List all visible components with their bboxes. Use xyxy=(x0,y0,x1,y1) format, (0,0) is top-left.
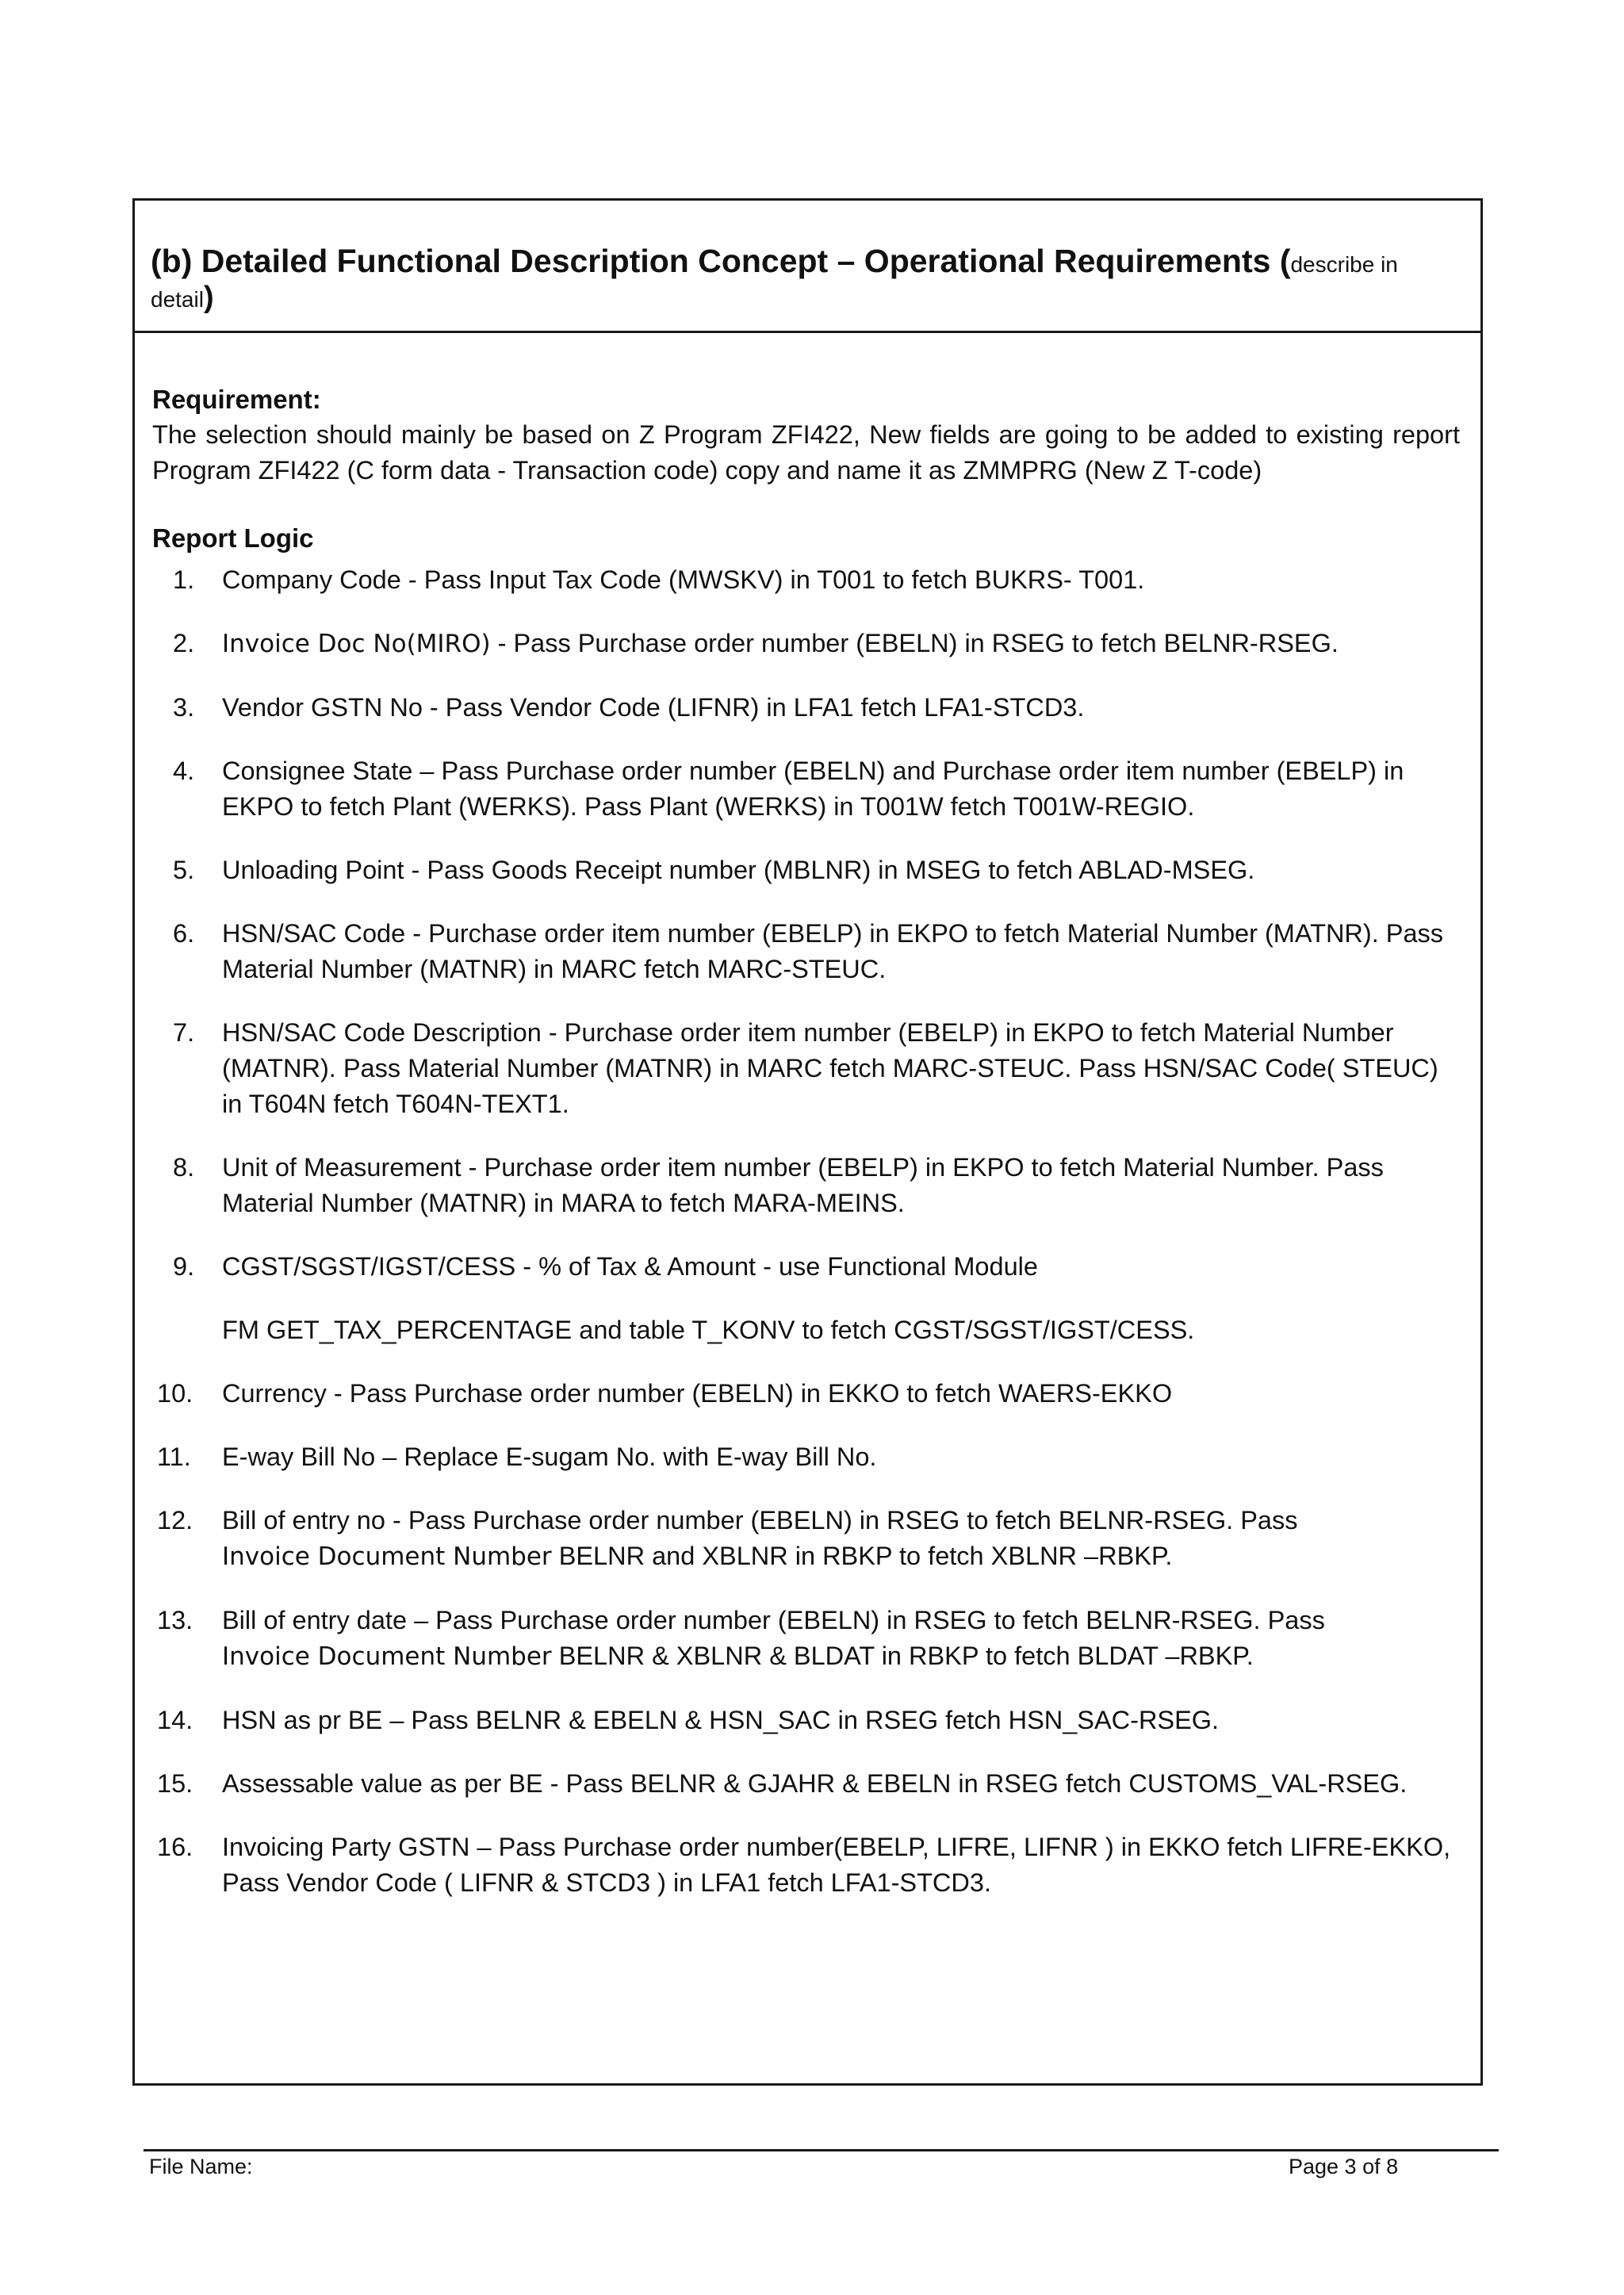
item-description-cont: BELNR & XBLNR & BLDAT in RBKP to fetch BLDAT –RBKP. xyxy=(551,1642,1254,1670)
item-number: 13. xyxy=(157,1606,193,1634)
item-number: 15. xyxy=(157,1769,193,1798)
report-logic-item xyxy=(152,916,1460,987)
item-lead: Invoice Document Number xyxy=(222,1542,552,1571)
item-number: 9. xyxy=(173,1252,195,1281)
report-logic-item xyxy=(152,626,1460,662)
report-logic-item xyxy=(152,1603,1460,1675)
footer-divider xyxy=(144,2149,1499,2151)
item-description: E-way Bill No – Replace E-sugam No. with E-way Bill No. xyxy=(222,1443,877,1471)
item-description: HSN/SAC Code Description - Purchase order item number (EBELP) in EKPO to fetch Material Number (MATNR). Pass Material Number (MATNR) in MARC fetch MARC-STEUC. Pass HSN/SAC Code( STEUC) in T604N fetch T604N-TEXT1. xyxy=(222,1018,1438,1118)
item-lead: Invoice Document Number xyxy=(222,1642,552,1671)
report-logic-item xyxy=(152,1503,1460,1575)
requirement-text: The selection should mainly be based on Z Program ZFI422, New fields are going to be added to existing report Program ZFI422 (C form data - Transaction code) copy and name it as ZMMPRG (New Z T-code) xyxy=(152,420,1460,485)
requirement-label: Requirement: xyxy=(152,385,321,414)
requirements-body xyxy=(152,381,1460,1929)
item-number: 4. xyxy=(173,757,195,785)
item-description: - Pass Purchase order number (EBELN) in RSEG to fetch BELNR-RSEG. xyxy=(490,629,1339,657)
item-text xyxy=(222,1252,1038,1281)
item-text xyxy=(222,1606,1325,1670)
item-text xyxy=(222,1018,1438,1118)
item-text xyxy=(222,757,1404,821)
item-text xyxy=(222,1379,1172,1408)
item-description: Assessable value as per BE - Pass BELNR & GJAHR & EBELN in RSEG fetch CUSTOMS_VAL-RSEG. xyxy=(222,1769,1408,1798)
heading-close-paren: ) xyxy=(203,281,214,315)
report-logic-label: Report Logic xyxy=(152,523,314,553)
item-text xyxy=(222,1153,1384,1217)
item-number: 6. xyxy=(173,919,195,948)
item-text xyxy=(222,919,1443,983)
report-logic-item xyxy=(152,1439,1460,1475)
report-logic-item xyxy=(152,690,1460,726)
item-text xyxy=(222,565,1144,594)
item-description: Unloading Point - Pass Goods Receipt number (MBLNR) in MSEG to fetch ABLAD-MSEG. xyxy=(222,856,1255,884)
item-text xyxy=(222,1506,1298,1570)
item-number: 8. xyxy=(173,1153,195,1182)
heading-note-cont: detail xyxy=(151,287,204,312)
item-number: 12. xyxy=(157,1506,193,1534)
item-text xyxy=(222,693,1084,722)
file-name-label: File Name: xyxy=(149,2155,253,2178)
item-description-cont: BELNR and XBLNR in RBKP to fetch XBLNR –RBKP. xyxy=(551,1542,1173,1570)
item-number: 2. xyxy=(173,629,195,657)
page-number: Page 3 of 8 xyxy=(1289,2155,1399,2178)
item-text xyxy=(222,856,1254,884)
item-description: Bill of entry date – Pass Purchase order number (EBELN) in RSEG to fetch BELNR-RSEG. Pass xyxy=(222,1606,1325,1634)
item-number: 5. xyxy=(173,856,195,884)
heading-note: describe in xyxy=(1290,252,1398,277)
item-description: Vendor GSTN No - Pass Vendor Code (LIFNR) in LFA1 fetch LFA1-STCD3. xyxy=(222,693,1085,722)
item-number: 7. xyxy=(173,1018,195,1047)
report-logic-list xyxy=(152,562,1460,1901)
item-text xyxy=(222,1706,1219,1734)
report-logic-item xyxy=(152,1015,1460,1122)
item-description: Invoicing Party GSTN – Pass Purchase order number(EBELP, LIFRE, LIFNR ) in EKKO fetch LIFRE-EKKO, Pass Vendor Code ( LIFNR & STCD3 ) in LFA1 fetch LFA1-STCD3. xyxy=(222,1833,1451,1897)
item-number: 16. xyxy=(157,1833,193,1861)
item-description: HSN/SAC Code - Purchase order item number (EBELP) in EKPO to fetch Material Number (MATNR). Pass Material Number (MATNR) in MARC fetch MARC-STEUC. xyxy=(222,919,1444,983)
report-logic-item xyxy=(152,1703,1460,1738)
report-logic-item xyxy=(152,562,1460,598)
requirements-table xyxy=(132,198,1483,2086)
item-description: Bill of entry no - Pass Purchase order number (EBELN) in RSEG to fetch BELNR-RSEG. Pass xyxy=(222,1506,1298,1534)
report-logic-item xyxy=(152,753,1460,825)
item-number: 11. xyxy=(157,1443,191,1471)
item-description: Consignee State – Pass Purchase order number (EBELN) and Purchase order item number (EBELP) in EKPO to fetch Plant (WERKS). Pass Plant (WERKS) in T001W fetch T001W-REGIO. xyxy=(222,757,1404,821)
item-text xyxy=(222,1833,1450,1897)
item-sub-line: FM GET_TAX_PERCENTAGE and table T_KONV to fetch CGST/SGST/IGST/CESS. xyxy=(222,1316,1195,1344)
item-description: Unit of Measurement - Purchase order item number (EBELP) in EKPO to fetch Material Number. Pass Material Number (MATNR) in MARA to fetch MARA-MEINS. xyxy=(222,1153,1384,1217)
item-description: HSN as pr BE – Pass BELNR & EBELN & HSN_SAC in RSEG fetch HSN_SAC-RSEG. xyxy=(222,1706,1220,1734)
heading-open-paren: ( xyxy=(1279,243,1291,279)
item-description: Currency - Pass Purchase order number (EBELN) in EKKO to fetch WAERS-EKKO xyxy=(222,1379,1173,1408)
report-logic-item xyxy=(152,1249,1460,1348)
report-logic-item xyxy=(152,1829,1460,1901)
item-text xyxy=(222,1769,1407,1798)
section-title: (b) Detailed Functional Description Concept – Operational Requirements xyxy=(151,243,1280,279)
item-text xyxy=(222,1443,876,1471)
item-number: 3. xyxy=(173,693,195,722)
item-number: 1. xyxy=(173,565,195,594)
item-description: Company Code - Pass Input Tax Code (MWSKV) in T001 to fetch BUKRS- T001. xyxy=(222,565,1145,594)
item-lead: Invoice Doc No(MIRO) xyxy=(222,630,491,658)
item-number: 14. xyxy=(157,1706,193,1734)
report-logic-item xyxy=(152,852,1460,888)
report-logic-item xyxy=(152,1376,1460,1412)
report-logic-item xyxy=(152,1766,1460,1802)
item-number: 10. xyxy=(157,1379,193,1408)
item-description: CGST/SGST/IGST/CESS - % of Tax & Amount - use Functional Module xyxy=(222,1252,1038,1281)
item-text xyxy=(222,629,1339,657)
report-logic-item xyxy=(152,1150,1460,1221)
section-heading xyxy=(135,201,1480,333)
